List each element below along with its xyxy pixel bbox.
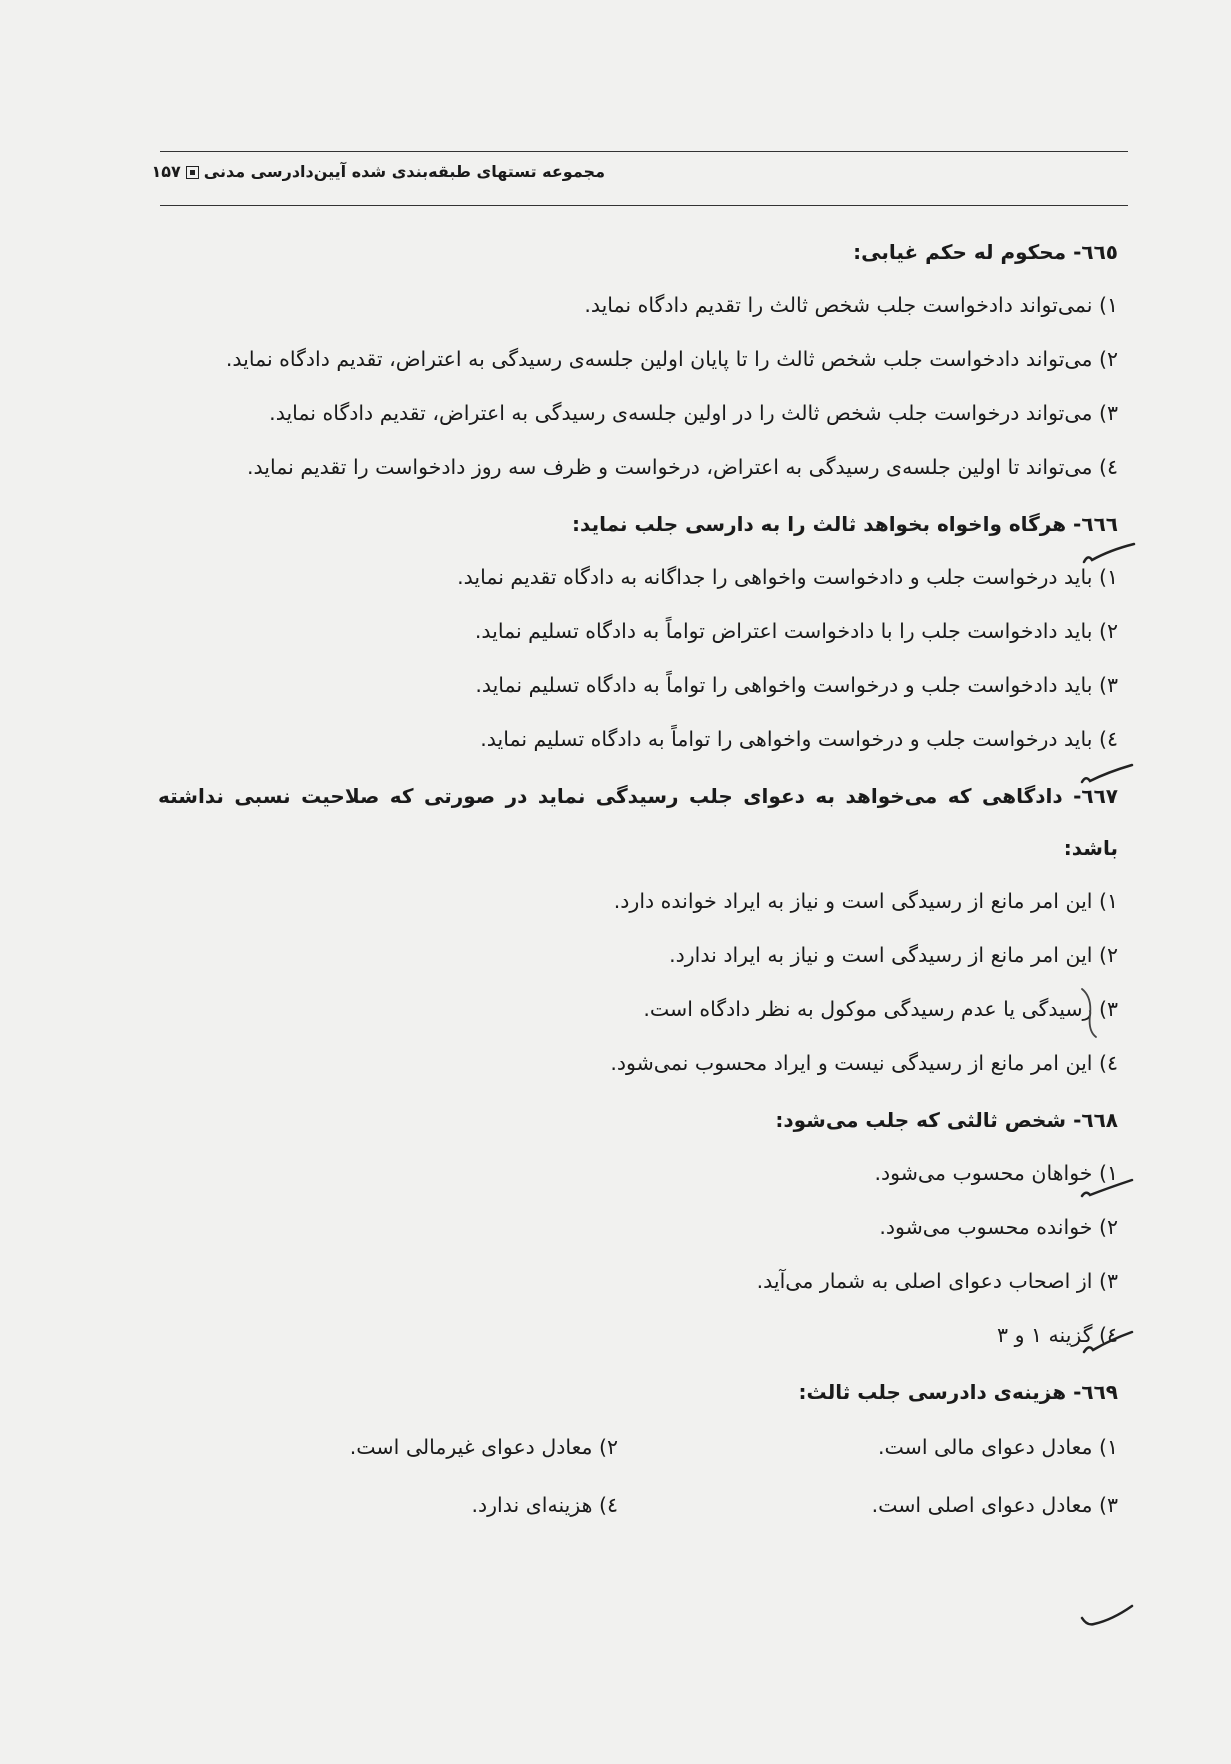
option-3: ۳) می‌تواند درخواست جلب شخص ثالث را در اولین جلسه‌ی رسیدگی به اعتراض، تقدیم دادگاه نماید.	[269, 401, 1118, 425]
question-title: ٦٦٥- محکوم له حکم غیابی:	[853, 240, 1118, 264]
question-668	[158, 1094, 1118, 1362]
option-2: ۲) خوانده محسوب می‌شود.	[879, 1215, 1118, 1239]
option-1: ۱) خواهان محسوب می‌شود.	[874, 1161, 1118, 1185]
option-4: ٤) این امر مانع از رسیدگی نیست و ایراد محسوب نمی‌شود.	[610, 1051, 1118, 1075]
bracket-mark-icon	[1078, 985, 1108, 1041]
check-mark-icon	[1078, 762, 1134, 790]
questions-list	[158, 226, 1118, 1538]
header-top-rule	[160, 151, 1128, 152]
question-title: ٦٦٩- هزینه‌ی دادرسی جلب ثالث:	[798, 1380, 1118, 1404]
question-title: ٦٦٨- شخص ثالثی که جلب می‌شود:	[775, 1108, 1118, 1132]
option-1: ۱) این امر مانع از رسیدگی است و نیاز به ایراد خوانده دارد.	[613, 889, 1118, 913]
header-square-icon	[186, 166, 199, 179]
question-669	[158, 1366, 1118, 1534]
option-2: ۲) معادل دعوای غیرمالی است.	[349, 1435, 618, 1459]
page-number: ۱۵۷	[151, 162, 181, 181]
option-1: ۱) نمی‌تواند دادخواست جلب شخص ثالث را تقدیم دادگاه نماید.	[584, 293, 1118, 317]
question-665	[158, 226, 1118, 494]
options-grid	[158, 1418, 1118, 1534]
option-3: ۳) معادل دعوای اصلی است.	[871, 1493, 1118, 1517]
option-3: ۳) رسیدگی یا عدم رسیدگی موکول به نظر دادگاه است.	[643, 997, 1118, 1021]
check-mark-icon	[1078, 1176, 1134, 1204]
option-4: ٤) گزینه ۱ و ۳	[997, 1323, 1118, 1347]
option-2: ۲) این امر مانع از رسیدگی است و نیاز به ایراد ندارد.	[669, 943, 1118, 967]
check-mark-icon	[1078, 1604, 1134, 1632]
option-2: ۲) می‌تواند دادخواست جلب شخص ثالث را تا پایان اولین جلسه‌ی رسیدگی به اعتراض، تقدیم دادگاه نماید.	[225, 347, 1118, 371]
option-3: ۳) از اصحاب دعوای اصلی به شمار می‌آید.	[756, 1269, 1118, 1293]
option-1: ۱) معادل دعوای مالی است.	[878, 1435, 1118, 1459]
question-title: ٦٦٧- دادگاهی که می‌خواهد به دعوای جلب رسیدگی نماید در صورتی که صلاحیت نسبی نداشته باشد:	[158, 784, 1118, 860]
option-4: ٤) می‌تواند تا اولین جلسه‌ی رسیدگی به اعتراض، درخواست و ظرف سه روز دادخواست را تقدیم نماید.	[247, 455, 1118, 479]
check-mark-icon	[1080, 1330, 1136, 1358]
question-title: ٦٦٦- هرگاه واخواه بخواهد ثالث را به دارسی جلب نماید:	[572, 512, 1118, 536]
header-title: مجموعه تستهای طبقه‌بندی شده آیین‌دادرسی مدنی	[203, 162, 605, 181]
option-1: ۱) باید درخواست جلب و دادخواست واخواهی را جداگانه به دادگاه تقدیم نماید.	[457, 565, 1118, 589]
option-4: ٤) باید درخواست جلب و درخواست واخواهی را تواماً به دادگاه تسلیم نماید.	[480, 727, 1118, 751]
option-2: ۲) باید دادخواست جلب را با دادخواست اعتراض تواماً به دادگاه تسلیم نماید.	[474, 619, 1118, 643]
check-mark-icon	[1080, 540, 1136, 568]
question-667	[158, 770, 1118, 1090]
header-bottom-rule	[160, 205, 1128, 206]
option-4: ٤) هزینه‌ای ندارد.	[471, 1493, 618, 1517]
page-header	[151, 162, 605, 181]
question-666	[158, 498, 1118, 766]
option-3: ۳) باید دادخواست جلب و درخواست واخواهی را تواماً به دادگاه تسلیم نماید.	[475, 673, 1118, 697]
